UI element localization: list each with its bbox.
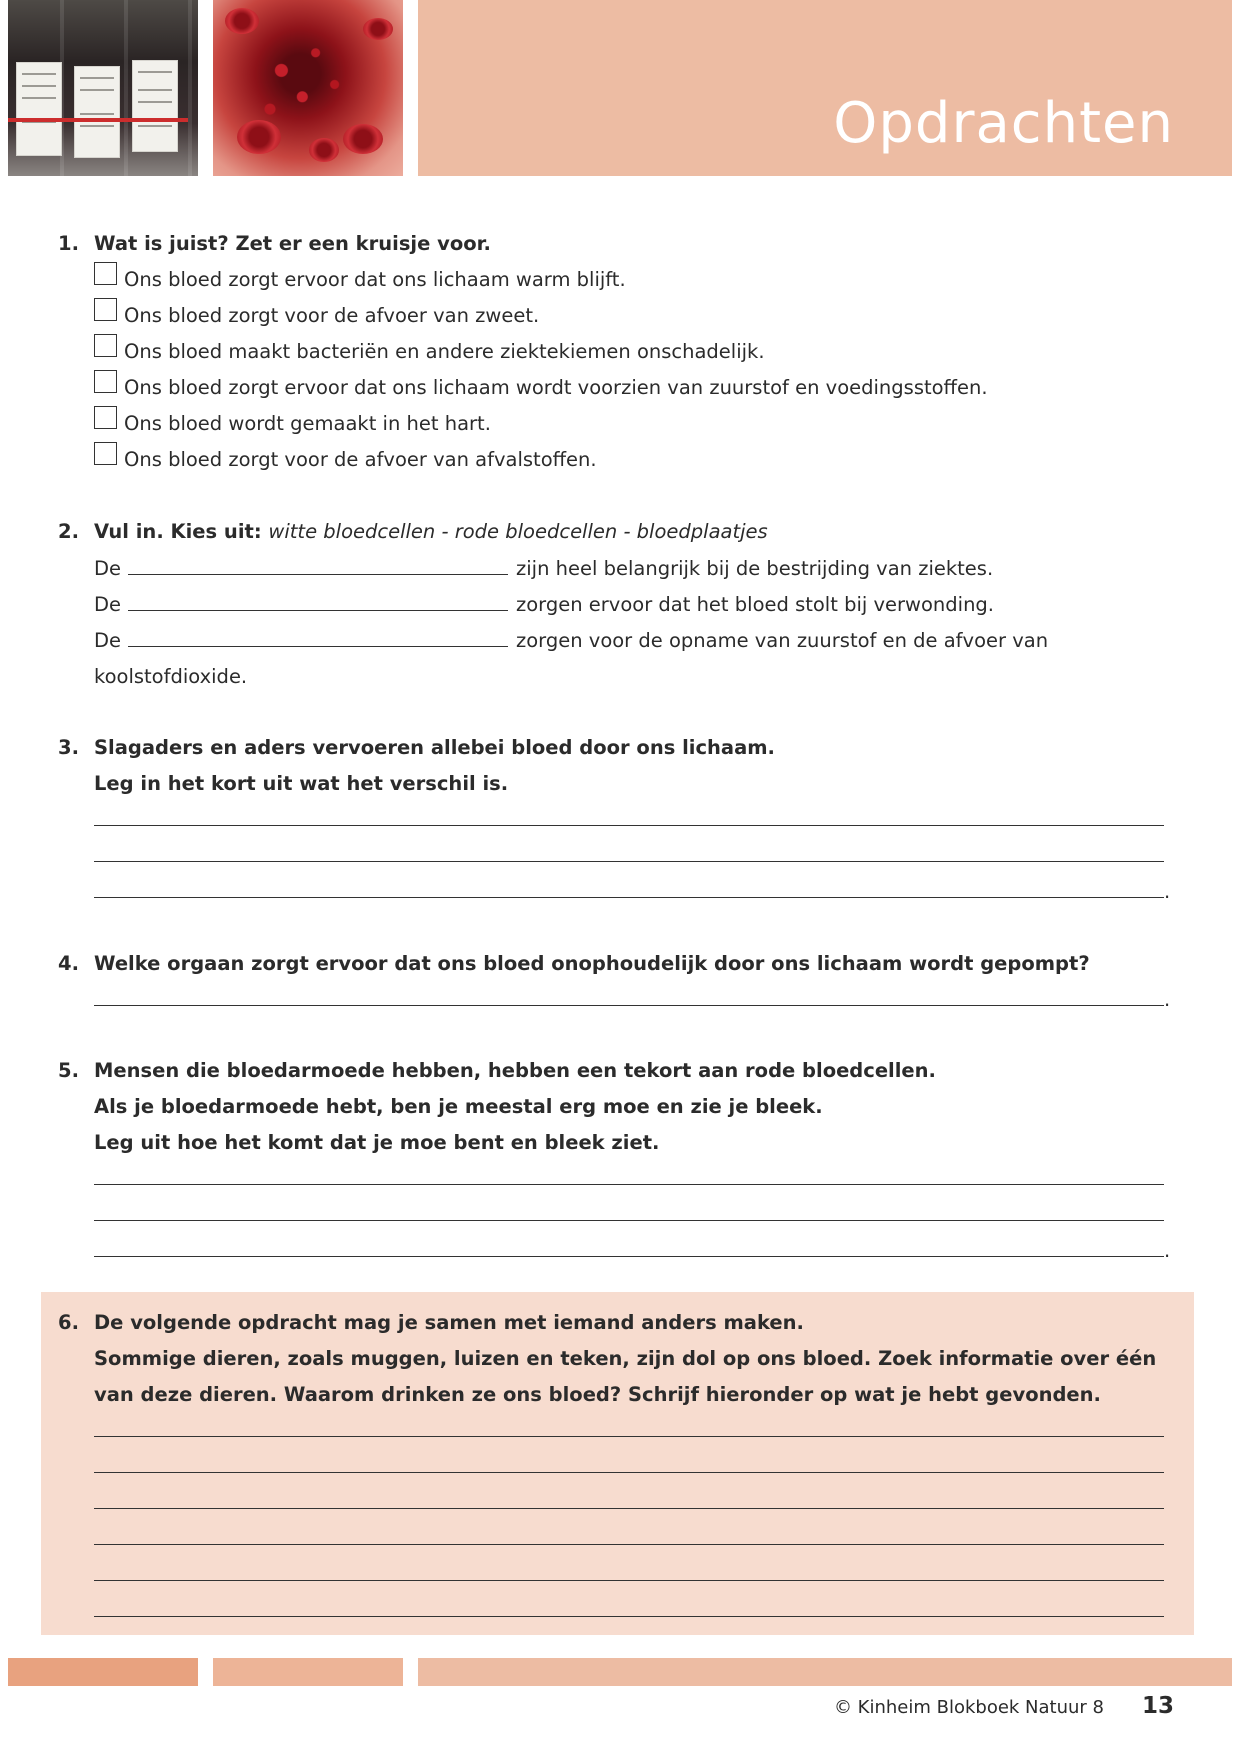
question-number: 5. — [58, 1059, 79, 1082]
answer-line[interactable] — [94, 1256, 1164, 1257]
bag-label — [132, 60, 178, 152]
option-label: Ons bloed zorgt ervoor dat ons lichaam wordt voorzien van zuurstof en voedingsstoffen. — [124, 376, 988, 399]
option-checkbox[interactable] — [94, 406, 117, 429]
sentence-lead: De — [94, 593, 122, 616]
option-checkbox[interactable] — [94, 262, 117, 285]
question-number: 4. — [58, 952, 79, 975]
option-checkbox[interactable] — [94, 442, 117, 465]
sentence-rest: zijn heel belangrijk bij de bestrijding van ziektes. — [516, 557, 994, 580]
question-prompt — [94, 522, 768, 542]
red-blood-cells-photo — [213, 0, 403, 176]
option-checkbox[interactable] — [94, 370, 117, 393]
answer-line[interactable] — [94, 1184, 1164, 1185]
question-line: Leg in het kort uit wat het verschil is. — [94, 772, 509, 795]
fill-in-blank[interactable] — [128, 646, 508, 647]
question-line: Sommige dieren, zoals muggen, luizen en teken, zijn dol op ons bloed. Zoek informatie over één — [94, 1347, 1157, 1370]
end-mark: . — [1164, 880, 1171, 903]
footer-bar — [418, 1658, 1232, 1686]
bag-tape — [8, 118, 188, 122]
question-number: 6. — [58, 1311, 79, 1334]
question-line: Slagaders en aders vervoeren allebei bloed door ons lichaam. — [94, 736, 775, 759]
fill-in-blank[interactable] — [128, 574, 508, 575]
question-line: Leg uit hoe het komt dat je moe bent en bleek ziet. — [94, 1131, 660, 1154]
answer-line[interactable] — [94, 861, 1164, 862]
answer-line[interactable] — [94, 1580, 1164, 1581]
prompt-instruction: Vul in. Kies uit: — [94, 520, 262, 543]
question-line: De volgende opdracht mag je samen met iemand anders maken. — [94, 1311, 804, 1334]
prompt-choices: witte bloedcellen - rode bloedcellen - bloedplaatjes — [268, 520, 768, 543]
answer-line[interactable] — [94, 825, 1164, 826]
answer-line[interactable] — [94, 1005, 1164, 1006]
answer-line[interactable] — [94, 1472, 1164, 1473]
option-checkbox[interactable] — [94, 298, 117, 321]
option-label: Ons bloed wordt gemaakt in het hart. — [124, 412, 491, 435]
sentence-rest: zorgen voor de opname van zuurstof en de afvoer van — [516, 629, 1049, 652]
copyright-credit: © Kinheim Blokboek Natuur 8 — [833, 1697, 1104, 1718]
option-label: Ons bloed maakt bacteriën en andere ziektekiemen onschadelijk. — [124, 340, 765, 363]
answer-line[interactable] — [94, 1544, 1164, 1545]
fill-in-blank[interactable] — [128, 610, 508, 611]
answer-line[interactable] — [94, 1436, 1164, 1437]
option-label: Ons bloed zorgt voor de afvoer van afvalstoffen. — [124, 448, 597, 471]
question-prompt: Welke orgaan zorgt ervoor dat ons bloed onophoudelijk door ons lichaam wordt gepompt? — [94, 952, 1090, 975]
bag-label — [74, 66, 120, 158]
footer-bar — [213, 1658, 403, 1686]
answer-line[interactable] — [94, 897, 1164, 898]
option-label: Ons bloed zorgt ervoor dat ons lichaam warm blijft. — [124, 268, 626, 291]
question-prompt: Wat is juist? Zet er een kruisje voor. — [94, 232, 491, 255]
header-band — [418, 0, 1232, 176]
question-line: Als je bloedarmoede hebt, ben je meestal erg moe en zie je bleek. — [94, 1095, 823, 1118]
sentence-continuation: koolstofdioxide. — [94, 665, 248, 688]
sentence-rest: zorgen ervoor dat het bloed stolt bij verwonding. — [516, 593, 995, 616]
footer-bar — [8, 1658, 198, 1686]
question-number: 3. — [58, 736, 79, 759]
group-assignment-box — [41, 1292, 1194, 1635]
end-mark: . — [1164, 988, 1171, 1011]
blood-bags-photo — [8, 0, 198, 176]
sentence-lead: De — [94, 629, 122, 652]
end-mark: . — [1164, 1239, 1171, 1262]
question-number: 1. — [58, 232, 79, 255]
question-line: Mensen die bloedarmoede hebben, hebben een tekort aan rode bloedcellen. — [94, 1059, 936, 1082]
option-checkbox[interactable] — [94, 334, 117, 357]
sentence-lead: De — [94, 557, 122, 580]
page-title: Opdrachten — [833, 91, 1174, 156]
bag-label — [16, 62, 62, 156]
question-number: 2. — [58, 520, 79, 543]
option-label: Ons bloed zorgt voor de afvoer van zweet. — [124, 304, 540, 327]
answer-line[interactable] — [94, 1220, 1164, 1221]
page-number: 13 — [1141, 1693, 1174, 1719]
answer-line[interactable] — [94, 1616, 1164, 1617]
answer-line[interactable] — [94, 1508, 1164, 1509]
question-line: van deze dieren. Waarom drinken ze ons bloed? Schrijf hieronder op wat je hebt gevonden. — [94, 1383, 1101, 1406]
